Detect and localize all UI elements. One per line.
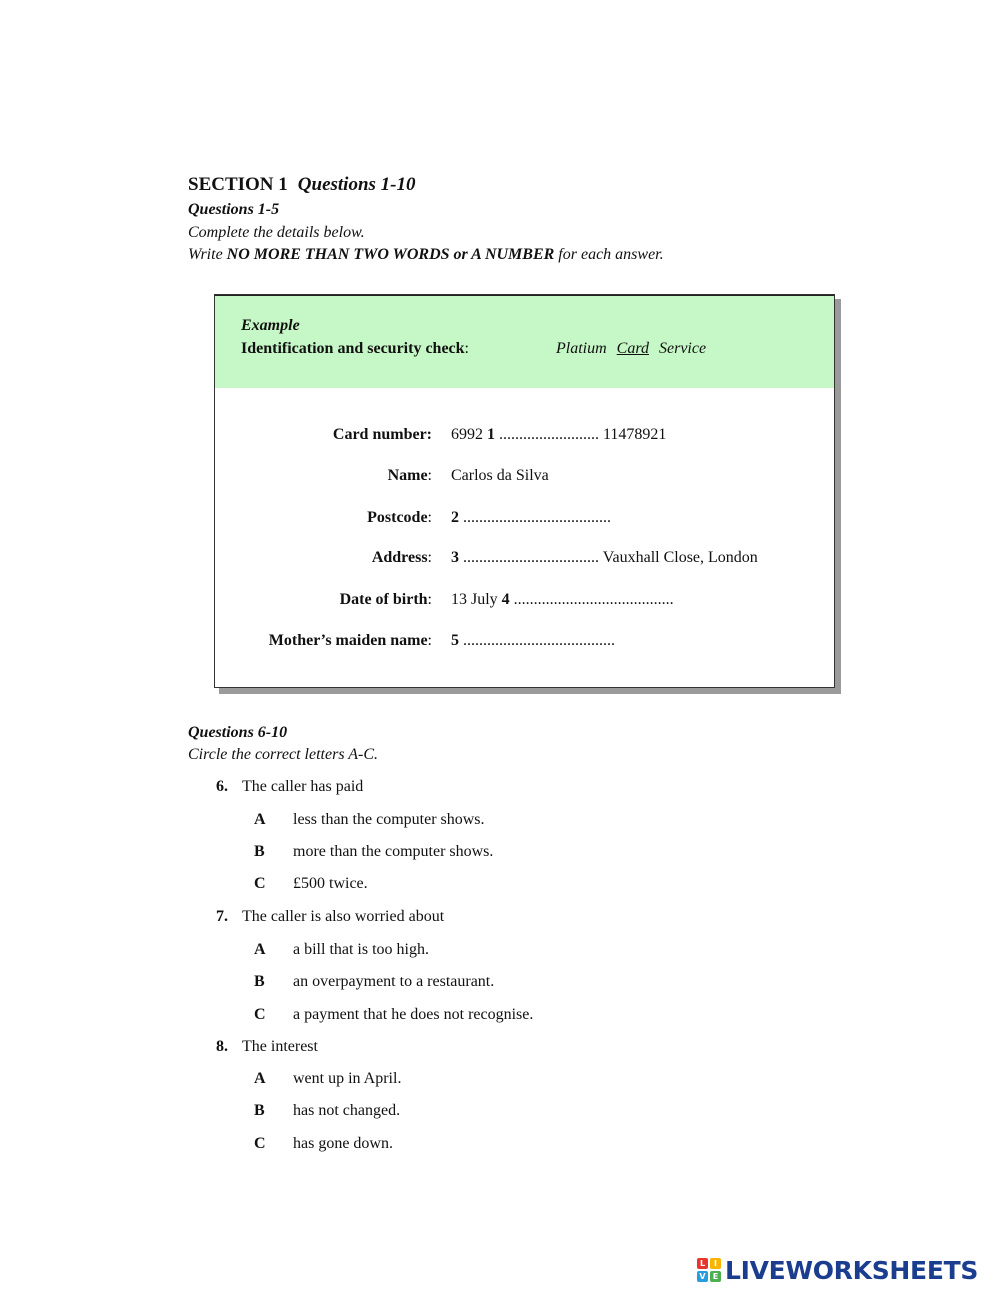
dob-colon: :	[427, 591, 432, 608]
answer-blank-4[interactable]: ........................................	[509, 591, 674, 608]
instruction-pre: Write	[188, 246, 227, 263]
name-colon: :	[427, 467, 432, 484]
card-number-label	[333, 426, 432, 444]
logo-text: LIVEWORKSHEETS	[725, 1255, 979, 1285]
maiden-value	[451, 632, 615, 650]
address-label	[372, 549, 432, 567]
example-field-label: Identification and security check	[241, 340, 465, 357]
maiden-colon: :	[427, 632, 432, 649]
address-label-text: Address	[371, 549, 428, 566]
questions-range: Questions 1-10	[297, 174, 416, 195]
option-text[interactable]: has gone down.	[293, 1135, 393, 1152]
question-text: The interest	[242, 1038, 318, 1055]
example-answer-post: Service	[658, 340, 707, 357]
logo-tile: I	[710, 1258, 721, 1269]
row-address	[215, 549, 834, 571]
address-colon: :	[427, 549, 432, 566]
dob-label-text: Date of birth	[339, 591, 428, 608]
example-answer-word: Card	[616, 340, 649, 357]
logo-tile: E	[710, 1271, 721, 1282]
card-number-label-text: Card number:	[332, 426, 432, 443]
question-text: The caller has paid	[242, 778, 364, 795]
card-number-value	[451, 426, 666, 444]
question-number-3: 3	[451, 549, 459, 566]
answer-blank-1[interactable]: .........................	[495, 426, 599, 443]
row-date-of-birth	[215, 591, 834, 613]
questions-6-10-heading: Questions 6-10	[188, 724, 288, 741]
option-text[interactable]: has not changed.	[293, 1102, 401, 1119]
name-value: Carlos da Silva	[451, 467, 549, 484]
question-number-2: 2	[451, 509, 459, 526]
details-form-box	[214, 294, 835, 688]
question-number-5: 5	[451, 632, 459, 649]
option-text[interactable]: an overpayment to a restaurant.	[293, 973, 495, 990]
example-label: Example	[241, 317, 300, 334]
row-name	[215, 467, 834, 489]
name-label-text: Name	[387, 467, 428, 484]
liveworksheets-logo	[697, 1256, 978, 1284]
option-text[interactable]: less than the computer shows.	[293, 811, 485, 828]
option-letter[interactable]: C	[254, 1135, 266, 1152]
section-title	[188, 174, 416, 196]
answer-blank-5[interactable]: ......................................	[459, 632, 615, 649]
question-text: The caller is also worried about	[242, 908, 445, 925]
example-answer	[556, 340, 706, 358]
logo-tile: L	[697, 1258, 708, 1269]
questions-1-5-heading: Questions 1-5	[188, 201, 280, 218]
option-letter[interactable]: B	[254, 973, 265, 990]
option-letter[interactable]: B	[254, 843, 265, 860]
row-maiden-name	[215, 632, 834, 654]
logo-tile: V	[697, 1271, 708, 1282]
row-card-number	[215, 426, 834, 448]
name-label	[388, 467, 432, 485]
option-text[interactable]: a bill that is too high.	[293, 941, 429, 958]
row-postcode	[215, 509, 834, 531]
section-label: SECTION 1	[188, 174, 288, 195]
dob-prefix: 13 July	[451, 591, 502, 608]
example-answer-pre: Platium	[556, 340, 607, 357]
option-text[interactable]: £500 twice.	[293, 875, 368, 892]
example-field	[241, 340, 469, 358]
dob-value	[451, 591, 674, 609]
option-letter[interactable]: B	[254, 1102, 265, 1119]
postcode-value	[451, 509, 611, 527]
example-band	[215, 295, 834, 388]
question-number: 7.	[216, 908, 228, 925]
option-text[interactable]: more than the computer shows.	[293, 843, 494, 860]
option-letter[interactable]: C	[254, 875, 266, 892]
maiden-label-text: Mother’s maiden name	[268, 632, 428, 649]
option-letter[interactable]: A	[254, 1070, 266, 1087]
option-letter[interactable]: A	[254, 811, 266, 828]
logo-mark-icon	[697, 1258, 721, 1282]
instruction-bold: NO MORE THAN TWO WORDS or A NUMBER	[226, 246, 555, 263]
question-number: 8.	[216, 1038, 228, 1055]
maiden-label	[269, 632, 432, 650]
instruction-circle: Circle the correct letters A-C.	[188, 746, 379, 763]
option-text[interactable]: went up in April.	[293, 1070, 402, 1087]
address-suffix: Vauxhall Close, London	[599, 549, 758, 566]
example-colon: :	[464, 340, 469, 357]
instruction-word-limit	[188, 246, 664, 264]
instruction-post: for each answer.	[554, 246, 664, 263]
postcode-label-text: Postcode	[367, 509, 428, 526]
question-number-1: 1	[487, 426, 495, 443]
card-number-prefix: 6992	[451, 426, 483, 443]
question-number: 6.	[216, 778, 228, 795]
question-number-4: 4	[501, 591, 510, 608]
postcode-colon: :	[427, 509, 432, 526]
card-number-suffix: 11478921	[599, 426, 667, 443]
option-text[interactable]: a payment that he does not recognise.	[293, 1006, 534, 1023]
answer-blank-3[interactable]: ..................................	[459, 549, 599, 566]
address-value	[451, 549, 758, 567]
option-letter[interactable]: C	[254, 1006, 266, 1023]
postcode-label	[367, 509, 432, 527]
dob-label	[340, 591, 432, 609]
answer-blank-2[interactable]: .....................................	[459, 509, 611, 526]
option-letter[interactable]: A	[254, 941, 266, 958]
instruction-complete: Complete the details below.	[188, 224, 365, 241]
